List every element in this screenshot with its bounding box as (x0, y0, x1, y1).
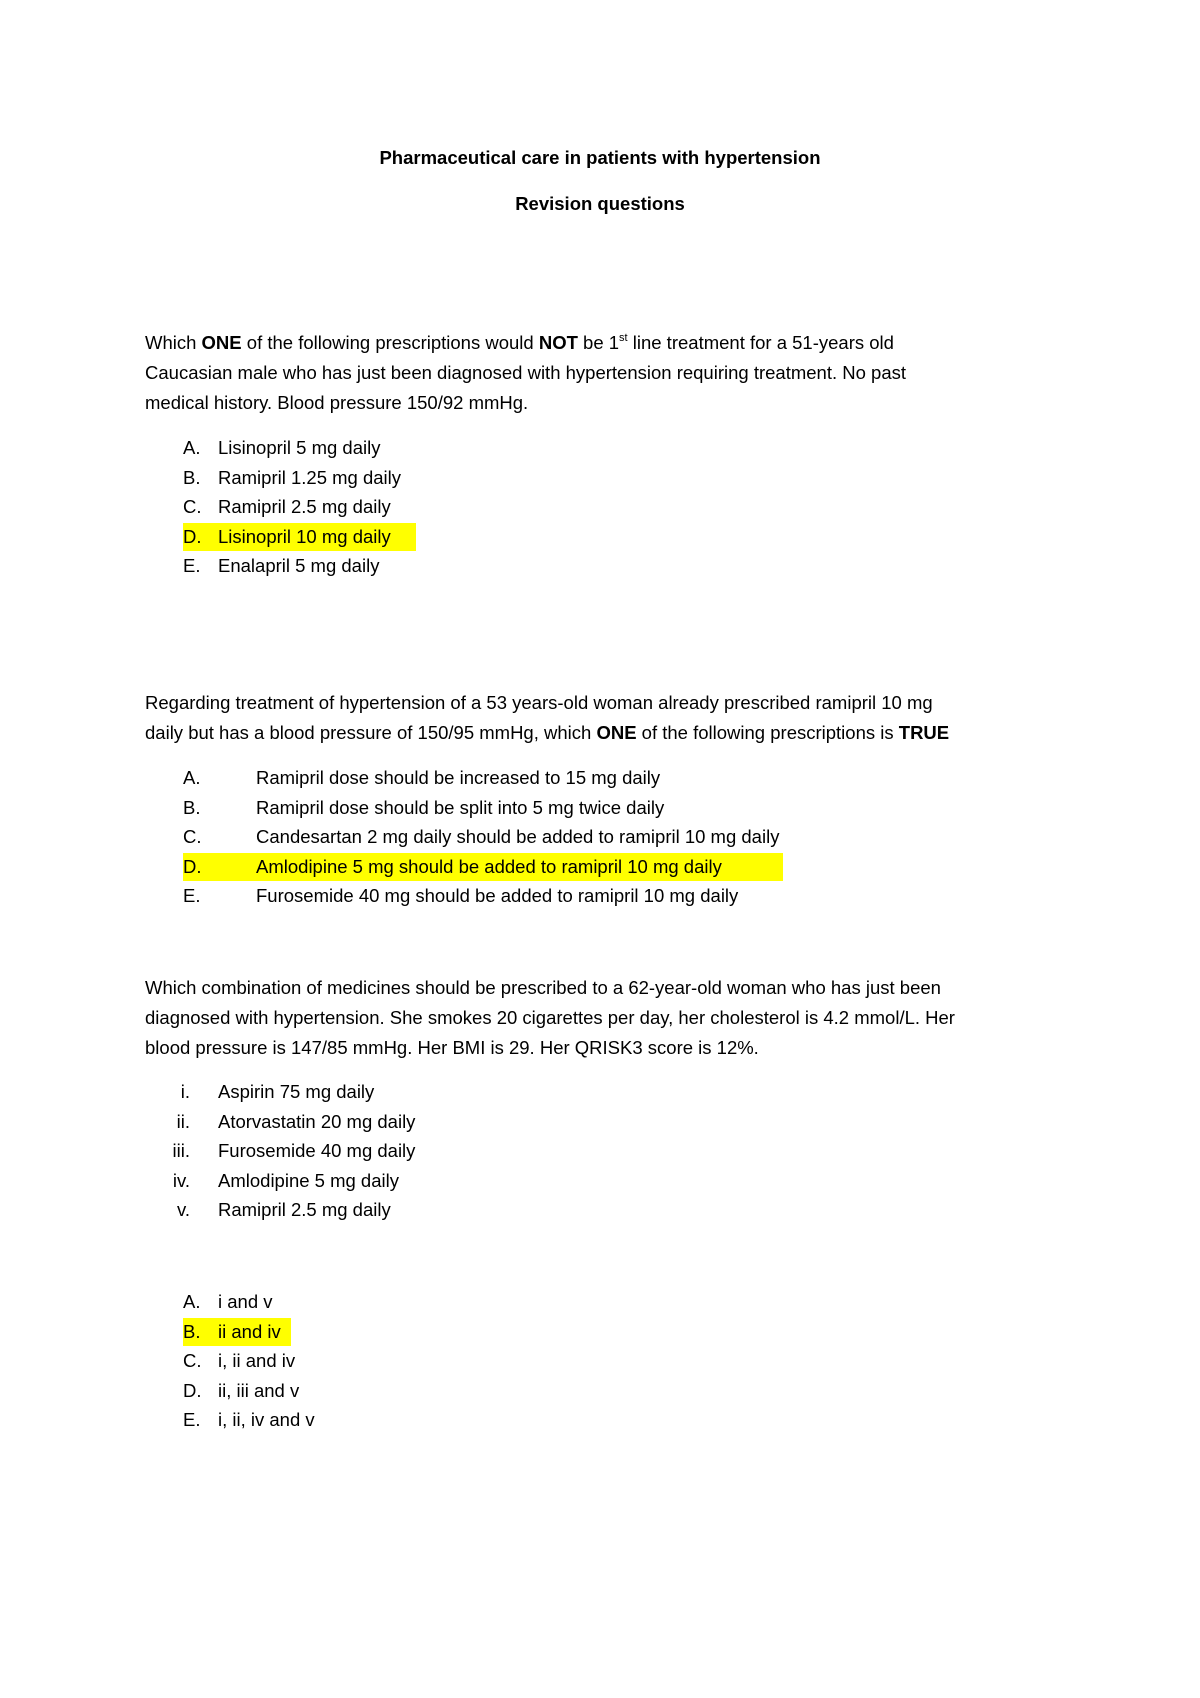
q1-option-text: Lisinopril 10 mg daily (218, 525, 391, 547)
q1-option-text: Enalapril 5 mg daily (218, 555, 380, 576)
q3-option-text: i, ii, iv and v (218, 1409, 315, 1430)
q2-option-label: C. (183, 826, 202, 847)
q1-option-label: C. (183, 496, 202, 517)
q3-item-text: Aspirin 75 mg daily (218, 1081, 375, 1102)
q1-stem-line2: Caucasian male who has just been diagnosed with hypertension requiring treatment. No past (145, 362, 907, 383)
q3-option-label: D. (183, 1379, 202, 1401)
q3-option-text: i and v (218, 1291, 273, 1312)
q3-option-label: A. (183, 1291, 201, 1312)
q1-option-text: Lisinopril 5 mg daily (218, 437, 381, 458)
q3-option-text: ii, iii and v (218, 1379, 300, 1401)
q3-option-2 (183, 1318, 291, 1346)
q2-option-label: E. (183, 885, 201, 906)
q2-option-label: B. (183, 796, 201, 818)
q3-option-text: i, ii and iv (218, 1350, 296, 1371)
q3-item-label: i. (180, 1081, 190, 1102)
q2-stem-line2: daily but has a blood pressure of 150/95 mmHg, which ONE of the following prescriptions is TRUE (145, 722, 950, 743)
q3-item-text: Atorvastatin 20 mg daily (218, 1110, 416, 1132)
q1-option-label: A. (183, 437, 201, 458)
q1-option-text: Ramipril 2.5 mg daily (218, 496, 391, 517)
q2-option-label: A. (183, 767, 201, 788)
q2-option-text: Ramipril dose should be split into 5 mg twice daily (256, 796, 665, 818)
q3-option-label: E. (183, 1409, 201, 1430)
page-subtitle: Revision questions (515, 193, 685, 214)
q2-option-text: Candesartan 2 mg daily should be added to ramipril 10 mg daily (256, 826, 780, 847)
q3-item-label: v. (176, 1199, 190, 1220)
q1-option-4 (183, 523, 416, 551)
q3-item-text: Ramipril 2.5 mg daily (218, 1199, 391, 1220)
q3-stem-line1: Which combination of medicines should be prescribed to a 62-year-old woman who has just been (145, 977, 941, 998)
q3-item-text: Furosemide 40 mg daily (218, 1140, 416, 1161)
page-title: Pharmaceutical care in patients with hypertension (379, 147, 821, 168)
q1-option-label: B. (183, 466, 201, 488)
q2-option-text: Ramipril dose should be increased to 15 mg daily (256, 767, 661, 788)
q2-option-label: D. (183, 855, 202, 877)
q1-stem-line1: Which ONE of the following prescriptions would NOT be 1st line treatment for a 51-years old (145, 332, 894, 353)
q3-item-label: iii. (172, 1140, 190, 1161)
q3-stem-line3: blood pressure is 147/85 mmHg. Her BMI is 29. Her QRISK3 score is 12%. (145, 1037, 759, 1058)
q2-stem-line1: Regarding treatment of hypertension of a 53 years-old woman already prescribed ramipril 10 mg (145, 692, 933, 713)
q2-option-text: Amlodipine 5 mg should be added to ramipril 10 mg daily (256, 855, 722, 877)
q1-option-label: D. (183, 525, 202, 547)
q3-stem-line2: diagnosed with hypertension. She smokes 20 cigarettes per day, her cholesterol is 4.2 mmol/L. Her (145, 1007, 955, 1028)
q2-option-text: Furosemide 40 mg should be added to ramipril 10 mg daily (256, 885, 739, 906)
q3-item-label: iv. (172, 1169, 190, 1191)
q1-stem-line3: medical history. Blood pressure 150/92 mmHg. (145, 392, 529, 413)
q2-option-4 (183, 853, 783, 881)
q3-option-label: B. (183, 1320, 201, 1342)
q3-item-label: ii. (176, 1110, 190, 1132)
q3-item-text: Amlodipine 5 mg daily (218, 1169, 399, 1191)
q1-option-label: E. (183, 555, 201, 576)
q3-option-label: C. (183, 1350, 202, 1371)
q3-option-text: ii and iv (218, 1320, 281, 1342)
q1-option-text: Ramipril 1.25 mg daily (218, 466, 402, 488)
